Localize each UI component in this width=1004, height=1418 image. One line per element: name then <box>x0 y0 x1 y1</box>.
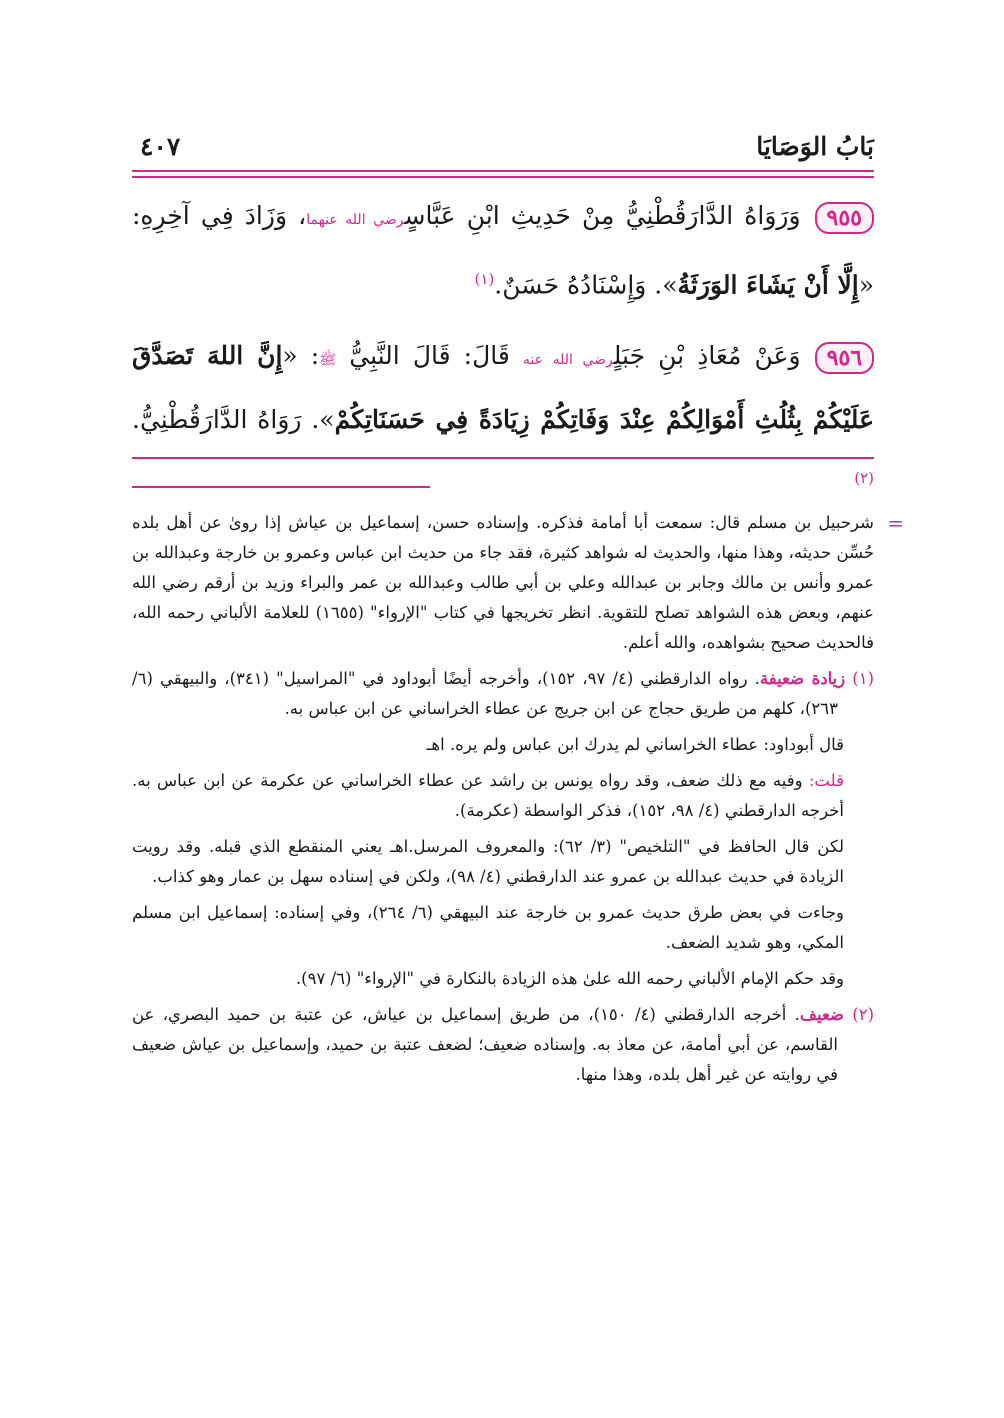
footnote-grade: ضعيف <box>799 1005 844 1024</box>
continuation-mark: = <box>887 511 904 535</box>
page-number: ٤٠٧ <box>140 132 181 161</box>
hadith-text: وَعَنْ مُعَاذِ بْنِ جَبَلٍ <box>613 341 801 371</box>
hadith-955 <box>132 186 874 314</box>
body-rule <box>132 457 874 459</box>
footnote-1-paragraph: وجاءت في بعض طرق حديث عمرو بن خارجة عند البيهقي (٦/ ٢٦٤)، وفي إسناده: إسماعيل ابن مسلم المكي، وهو شديد الضعف. <box>132 903 844 952</box>
qult-label: قلت: <box>808 771 844 790</box>
footnote-label: (٢) <box>852 1005 874 1024</box>
salutation-symbol: ﷺ <box>319 352 337 369</box>
footnote-text: . أخرجه الدارقطني (٤/ ١٥٠)، من طريق إسماعيل بن عياش، عن عتبة بن حميد البصري، عن القاسم، عن أبي أمامة، عن معاذ به. وإسناده ضعيف؛ لضعف عتبة بن حميد، وإسماعيل بن عياش ضعيف في روايته عن غير أهل بلده، وهذا منها. <box>132 1005 838 1084</box>
hadith-quote: إِلَّا أَنْ يَشَاءَ الوَرَثَةُ <box>677 270 859 300</box>
hadith-text: قَالَ: قَالَ النَّبِيُّ <box>336 341 523 371</box>
footnote-separator <box>132 486 430 488</box>
footnote-1-paragraph <box>132 766 874 826</box>
hadith-text: ». رَوَاهُ الدَّارَقُطْنِيُّ. <box>132 405 335 435</box>
footnote-text: وفيه مع ذلك ضعف، وقد رواه يونس بن راشد عن عطاء الخراساني عن عكرمة عن ابن عباس به. أخرجه الدارقطني (٤/ ٩٨، ١٥٢)، فذكر الواسطة (عكرمة). <box>132 771 844 820</box>
header-rule <box>132 170 874 172</box>
footnote-1-paragraph: لكن قال الحافظ في "التلخيص" (٣/ ٦٢): والمعروف المرسل.اهـ يعني المنقطع الذي قبله. وقد رويت الزيادة في حديث عبدالله بن عمرو عند الدارقطني (٤/ ٩٨)، ولكن في إسناده سهل بن عمار وهو كذاب. <box>132 837 844 886</box>
hadith-text: ، وَزَادَ فِي آخِرِهِ: « <box>132 201 874 300</box>
footnote-text: شرحبيل بن مسلم قال: سمعت أبا أمامة فذكره. وإسناده حسن، إسماعيل بن عياش إذا روىٰ عن أهل بلده حُسِّن حديثه، وهذا منها، والحديث له شواهد كثيرة، فقد جاء من حديث ابن عباس وعمرو بن خارجة وعبدالله بن عمرو وأنس بن مالك وجابر بن عبدالله وعلي بن أبي طالب وعبدالله بن عمر والبراء وزيد بن أرقم رضي الله عنهم، وبعض هذه الشواهد تصلح للتقوية. انظر تخريجها في كتاب "الإرواء" (١٦٥٥) للعلامة الألباني رحمه الله، فالحديث صحيح بشواهده، والله أعلم. <box>132 513 874 652</box>
hadith-text: ». وَإِسْنَادُهُ حَسَنٌ. <box>494 270 678 300</box>
footnote-1 <box>132 664 874 724</box>
footnote-text: . رواه الدارقطني (٤/ ٩٧، ١٥٢)، وأخرجه أيضًا أبوداود في "المراسيل" (٣٤١)، والبيهقي (٦/ ٢٦٣)، كلهم من طريق حجاج عن ابن جريج عن عطاء الخراساني عن ابن عباس به. <box>132 669 838 718</box>
hadith-quote: إِنَّ اللهَ تَصَدَّقَ عَلَيْكُمْ بِثُلُثِ أَمْوَالِكُمْ عِنْدَ وَفَاتِكُمْ زِيَادَةً فِي حَسَنَاتِكُمْ <box>132 341 874 435</box>
footnotes <box>132 508 904 1096</box>
footnote-1-paragraph: قال أبوداود: عطاء الخراساني لم يدرك ابن عباس ولم يره. اهـ <box>426 735 844 754</box>
footnote-reference[interactable]: (٢) <box>854 469 874 488</box>
header-rule-second <box>132 176 874 178</box>
honorific-symbol: رضي الله عنه <box>522 352 614 369</box>
footnote-continuation <box>132 508 904 658</box>
footnote-reference[interactable]: (١) <box>474 270 495 288</box>
footnote-label: (١) <box>852 669 874 688</box>
honorific-symbol: رضي الله عنهما <box>306 212 405 228</box>
footnote-1-paragraph: وقد حكم الإمام الألباني رحمه الله علىٰ هذه الزيادة بالنكارة في "الإرواء" (٦/ ٩٧). <box>295 969 844 988</box>
hadith-number-badge: ٩٥٥ <box>815 202 874 234</box>
footnote-2 <box>132 1000 874 1090</box>
footnote-grade: زيادة ضعيفة <box>759 669 846 688</box>
hadith-text: وَرَوَاهُ الدَّارَقُطْنِيُّ مِنْ حَدِيثِ ابْنِ عَبَّاسٍ <box>404 201 801 230</box>
page-header <box>132 128 874 172</box>
hadith-text: : « <box>282 341 320 371</box>
running-title: بَابُ الوَصَايَا <box>756 132 874 161</box>
hadith-section <box>132 186 874 514</box>
hadith-number-badge: ٩٥٦ <box>815 342 874 374</box>
